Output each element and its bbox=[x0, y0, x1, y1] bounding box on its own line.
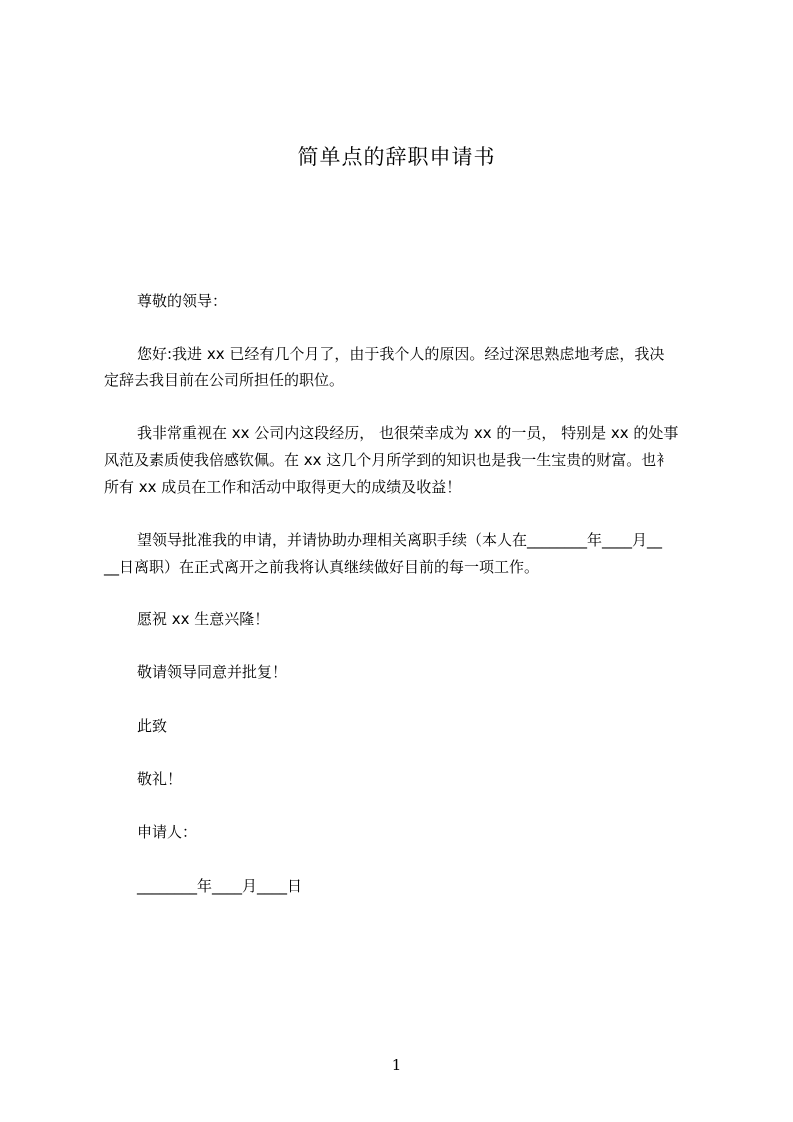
salutation: 尊敬的领导： bbox=[137, 292, 228, 310]
date-line: ________年____月____日 bbox=[137, 877, 303, 895]
paragraph-2-line-3: 所有 xx 成员在工作和活动中取得更大的成绩及收益！ bbox=[104, 478, 462, 496]
paragraph-1-line-1: 您好:我进 xx 已经有几个月了，由于我个人的原因。经过深思熟虑地考虑，我决 bbox=[137, 345, 665, 363]
paragraph-2-line-1: 我非常重视在 xx 公司内这段经历， 也很荣幸成为 xx 的一员， 特别是 xx 的处事 bbox=[137, 424, 679, 442]
page-number: 1 bbox=[391, 1056, 402, 1074]
paragraph-3-line-2: __日离职）在正式离开之前我将认真继续做好目前的每一项工作。 bbox=[104, 558, 540, 576]
paragraph-3-line-1: 望领导批准我的申请，并请协助办理相关离职手续（本人在________年____月__ bbox=[137, 531, 663, 549]
document-title: 简单点的辞职申请书 bbox=[297, 145, 496, 169]
wish-line: 愿祝 xx 生意兴隆！ bbox=[137, 610, 270, 628]
paragraph-2-line-2: 风范及素质使我倍感钦佩。在 xx 这几个月所学到的知识也是我一生宝贵的财富。也衤 bbox=[104, 451, 672, 469]
closing-line-2: 敬礼！ bbox=[137, 770, 183, 788]
applicant-label: 申请人： bbox=[137, 823, 198, 841]
paragraph-1-line-2: 定辞去我目前在公司所担任的职位。 bbox=[104, 371, 345, 389]
request-line: 敬请领导同意并批复！ bbox=[137, 663, 288, 681]
closing-line-1: 此致 bbox=[137, 717, 168, 735]
